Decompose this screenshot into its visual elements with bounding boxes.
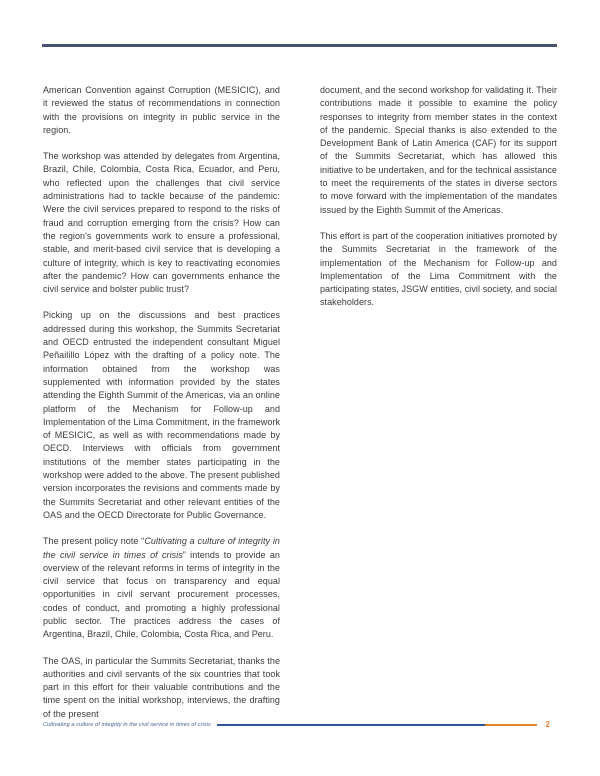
footer-rule-orange — [485, 724, 537, 726]
paragraph: The present policy note “Cultivating a culture of integrity in the civil service in times of crisis” intends to provide an overview of the relevant reforms in terms of integrity in the civil service that focus on transparency and equal opportunities in civil servant procurement processes, codes of conduct, and promoting a highly professional public sector. The practices address the cases of Argentina, Brazil, Chile, Colombia, Costa Rica, and Peru. — [43, 536, 280, 640]
paragraph: The OAS, in particular the Summits Secretariat, thanks the authorities and civil servants of the six countries that took part in this effort for their valuable contributions and the time spent on the initial workshop, interviews, the drafting of the present — [43, 655, 280, 719]
footer-rule-navy — [217, 724, 485, 726]
page-number: 2 — [545, 720, 550, 729]
paragraph: Picking up on the discussions and best practices addressed during this workshop, the Summits Secretariat and OECD entrusted the independent consultant Miguel Peñailillo López with the drafting of a policy note. The information obtained from the workshop was supplemented with information provided by the states attending the Eighth Summit of the Americas, via an online platform of the Mechanism for Follow-up and Implementation of the Lima Commitment, in the framework of MESICIC, as well as with recommendations made by OECD. Interviews with officials from government institutions of the member states participating in the workshop were added to the above. The present published version incorporates the revisions and comments made by the Summits Secretariat and other relevant entities of the OAS and the OECD Directorate for Public Governance. — [43, 310, 280, 520]
text-columns — [43, 84, 557, 734]
footer-title: Cultivating a culture of integrity in the civil service in times of crisis — [43, 722, 211, 728]
paragraph: American Convention against Corruption (MESICIC), and it reviewed the status of recommendations in connection with the provisions on integrity in public service in the region. — [43, 85, 280, 135]
page-footer — [43, 721, 550, 729]
paragraph: document, and the second workshop for validating it. Their contributions made it possible to examine the policy responses to integrity from member states in the context of the pandemic. Special thanks is also extended to the Development Bank of Latin America (CAF) for its support of the Summits Secretariat, which has allowed this initiative to be undertaken, and for the technical assistance to meet the requirements of the states in diverse sectors to move forward with the implementation of the mandates issued by the Eighth Summit of the Americas. — [320, 85, 557, 215]
header-rule — [42, 44, 557, 47]
left-column — [43, 84, 280, 734]
paragraph: The workshop was attended by delegates from Argentina, Brazil, Chile, Colombia, Costa Rica, Ecuador, and Peru, who reflected upon the challenges that civil service administrations had to tackle because of the pandemic: Were the civil services prepared to respond to the risks of fraud and corruption emerging from the crisis? How can the region's governments work to ensure a professional, stable, and merit-based civil service that is developing a culture of integrity, which is key to reactivating economies after the pandemic? How can governments enhance the civil service and bolster public trust? — [43, 151, 280, 295]
right-column — [320, 84, 557, 734]
paragraph: This effort is part of the cooperation initiatives promoted by the Summits Secretariat in the framework of the implementation of the Mechanism for Follow-up and Implementation of the Lima Commitment with the participating states, JSGW entities, civil society, and social stakeholders. — [320, 230, 557, 308]
